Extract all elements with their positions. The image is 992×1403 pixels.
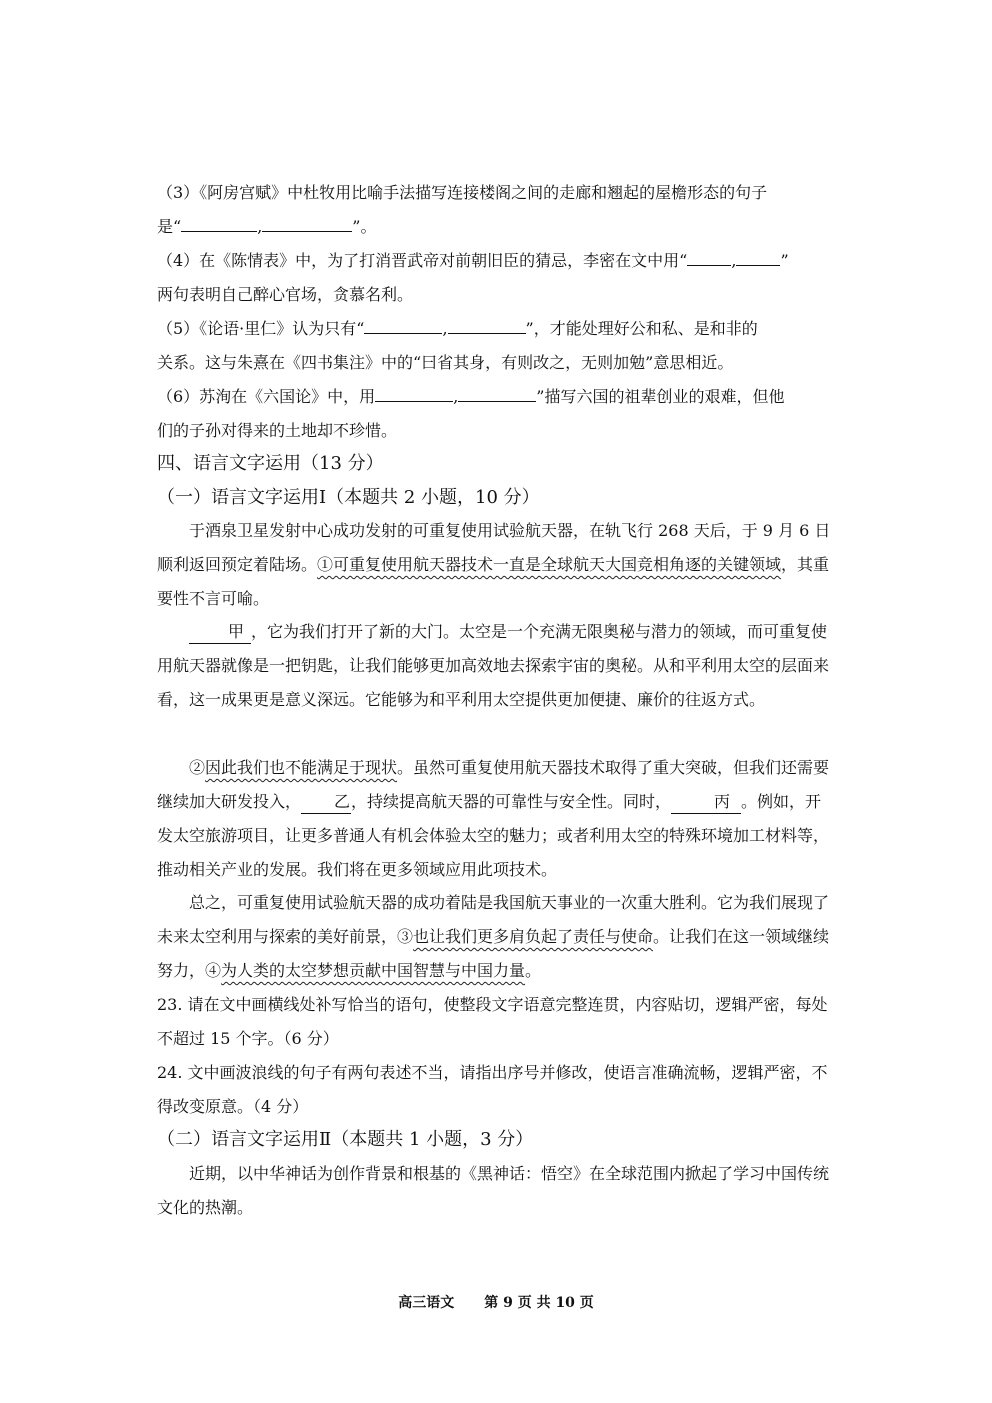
question-4 xyxy=(157,244,837,312)
comma: , xyxy=(731,251,737,270)
question-6-text-2: ”描写六国的祖辈创业的艰难，但他 xyxy=(536,387,785,406)
question-6 xyxy=(157,380,837,448)
wavy-sentence-4: 为人类的太空梦想贡献中国智慧与中国力量 xyxy=(221,961,526,980)
paragraph-3-text-3: 。例如，开发太空旅游项目，让更多普通人有机会体验太空的魅力；或者利用太空的特殊环境加工材料等，推动相关产业的发展。我们将在更多领域应用此项技术。 xyxy=(157,792,830,879)
answer-blank[interactable] xyxy=(736,247,780,266)
answer-blank[interactable] xyxy=(458,383,536,402)
answer-blank[interactable] xyxy=(448,315,526,334)
wavy-sentence-2: 因此我们也不能满足于现状 xyxy=(205,758,398,777)
question-6-text-3: 们的子孙对得来的土地却不珍惜。 xyxy=(157,421,398,440)
question-4-close-quote: ” xyxy=(780,251,789,270)
paragraph-3-text-2: ，持续提高航天器的可靠性与安全性。同时， xyxy=(351,792,672,811)
blank-jia[interactable]: 甲 xyxy=(189,621,251,644)
passage-paragraph-5: 近期，以中华神话为创作背景和根基的《黑神话：悟空》在全球范围内掀起了学习中国传统文化的热潮。 xyxy=(157,1164,830,1217)
wavy-sentence-3: 也让我们更多肩负起了责任与使命 xyxy=(413,927,654,946)
circled-number-2: ② xyxy=(189,758,206,777)
paragraph-2-text: ，它为我们打开了新的大门。太空是一个充满无限奥秘与潜力的领域，而可重复使用航天器就像是一把钥匙，让我们能够更加高效地去探索宇宙的奥秘。从和平利用太空的层面来看，这一成果更是意义深远。它能够为和平利用太空提供更加便捷、廉价的往返方式。 xyxy=(157,622,830,709)
paragraph-4-text-2: 。让我们在这一领域继续努力，④ xyxy=(157,927,830,980)
question-5-text-3: 关系。这与朱熹在《四书集注》中的“曰省其身，有则改之，无则加勉”意思相近。 xyxy=(157,353,734,372)
question-6-text: （6）苏洵在《六国论》中，用 xyxy=(157,387,376,406)
paragraph-1-text-2: ，其重要性不言可喻。 xyxy=(157,555,830,608)
question-5-text: （5）《论语·里仁》认为只有“ xyxy=(157,319,365,338)
part-1-heading: （一）语言文字运用Ⅰ（本题共 2 小题，10 分） xyxy=(157,487,540,508)
page-footer xyxy=(0,1292,992,1312)
answer-blank[interactable] xyxy=(262,213,352,232)
paragraph-3-text: 。虽然可重复使用航天器技术取得了重大突破，但我们还需要继续加大研发投入， xyxy=(157,758,830,811)
question-4-text: （4）在《陈情表》中，为了打消晋武帝对前朝旧臣的猜忌，李密在文中用“ xyxy=(157,251,688,270)
passage-paragraph-3 xyxy=(157,751,837,887)
section-4-heading: 四、语言文字运用（13 分） xyxy=(157,453,384,474)
blank-bing[interactable]: 丙 xyxy=(671,791,741,814)
answer-blank[interactable] xyxy=(375,383,453,402)
question-24: 24. 文中画波浪线的句子有两句表述不当，请指出序号并修改，使语言准确流畅，逻辑严密，不得改变原意。（4 分） xyxy=(157,1063,828,1116)
question-3-open-quote: 是“ xyxy=(157,217,182,236)
paragraph-1-text: 于酒泉卫星发射中心成功发射的可重复使用试验航天器，在轨飞行 268 天后，于 9 月 6 日顺利返回预定着陆场。 xyxy=(157,521,831,574)
question-3-close: ”。 xyxy=(352,217,377,236)
wavy-sentence-1: ①可重复使用航天器技术一直是全球航天大国竞相角逐的关键领域 xyxy=(317,555,782,574)
question-4-text-2: 两句表明自己醉心官场，贪慕名利。 xyxy=(157,285,414,304)
comma: , xyxy=(442,319,448,338)
comma: , xyxy=(257,217,263,236)
answer-blank[interactable] xyxy=(364,315,442,334)
footer-subject: 高三语文 xyxy=(398,1295,455,1311)
question-23: 23. 请在文中画横线处补写恰当的语句，使整段文字语意完整连贯，内容贴切，逻辑严密，每处不超过 15 个字。（6 分） xyxy=(157,995,828,1048)
question-3 xyxy=(157,176,837,244)
footer-page-number: 第 9 页 共 10 页 xyxy=(484,1295,594,1311)
passage-paragraph-2 xyxy=(157,615,837,717)
question-5-text-2: ”，才能处理好公和私、是和非的 xyxy=(525,319,758,338)
answer-blank[interactable] xyxy=(181,213,257,232)
answer-blank[interactable] xyxy=(687,247,731,266)
part-2-heading: （二）语言文字运用Ⅱ（本题共 1 小题，3 分） xyxy=(157,1129,534,1150)
question-5 xyxy=(157,312,837,380)
question-3-text: （3）《阿房宫赋》中杜牧用比喻手法描写连接楼阁之间的走廊和翘起的屋檐形态的句子 xyxy=(157,183,768,202)
passage-paragraph-4 xyxy=(157,886,837,988)
passage-paragraph-1 xyxy=(157,514,837,616)
paragraph-4-text-3: 。 xyxy=(525,961,542,980)
paragraph-4-text: 总之，可重复使用试验航天器的成功着陆是我国航天事业的一次重大胜利。它为我们展现了未来太空利用与探索的美好前景，③ xyxy=(157,893,830,946)
blank-yi[interactable]: 乙 xyxy=(301,791,351,814)
comma: , xyxy=(453,387,459,406)
